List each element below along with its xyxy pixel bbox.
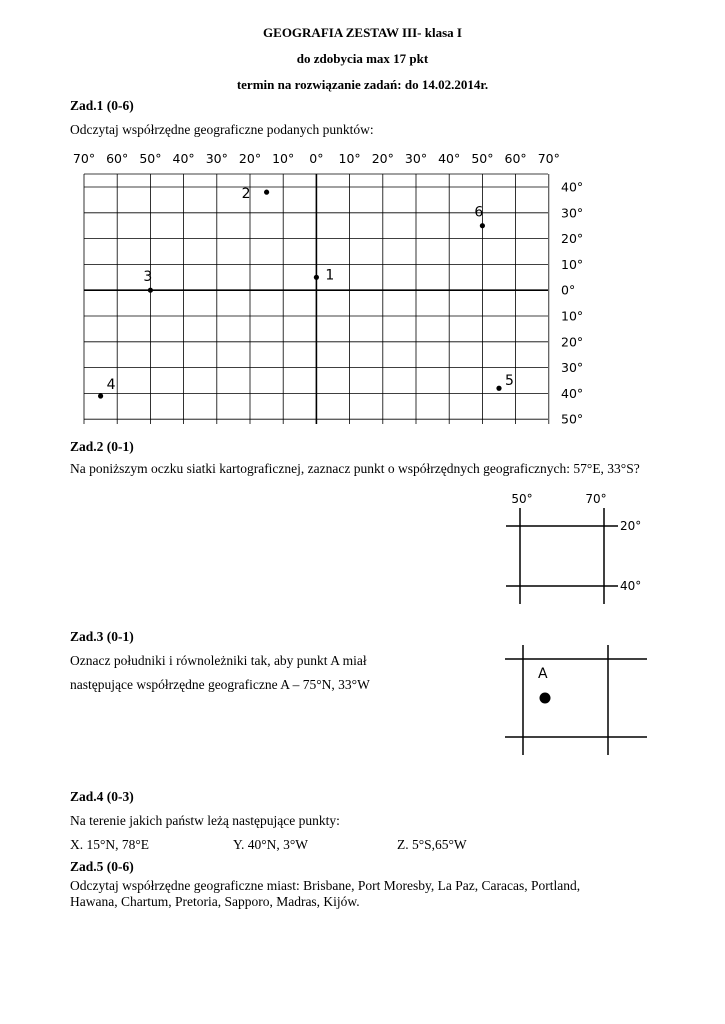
task4-text: Na terenie jakich państw leżą następujące punkty: [70, 813, 340, 828]
task3-line1: Oznacz południki i równoleżniki tak, aby punkt A miał [70, 653, 367, 668]
task1-heading: Zad.1 (0-6) [70, 98, 134, 113]
lat-label: 40° [561, 179, 584, 195]
point-label: 3 [143, 269, 153, 286]
lat-label: 0° [561, 282, 576, 298]
point-marker [98, 393, 103, 398]
deadline-info: termin na rozwiązanie zadań: do 14.02.2014r. [236, 77, 489, 92]
task2-text: Na poniższym oczku siatki kartograficznej, zaznacz punkt o współrzędnych geograficznych: 57°E, 33°S? [70, 461, 640, 476]
lon-label-50: 50° [511, 492, 533, 506]
task2-grid-cell [490, 488, 650, 608]
lat-label-40: 40° [620, 579, 642, 593]
lon-label: 30° [404, 151, 428, 166]
lon-label: 70° [537, 151, 560, 166]
lat-label: 30° [561, 205, 584, 221]
lon-label: 10° [272, 151, 295, 166]
lat-label: 50° [561, 411, 584, 427]
lat-label-20: 20° [620, 519, 642, 533]
lon-label: 40° [172, 151, 195, 166]
lon-label: 20° [238, 151, 262, 166]
lon-label: 60° [106, 151, 129, 166]
point-label: 1 [325, 267, 335, 284]
lat-label: 40° [561, 385, 584, 401]
lat-label: 20° [561, 334, 584, 350]
lat-label: 10° [561, 256, 584, 272]
task3-heading: Zad.3 (0-1) [70, 629, 134, 644]
lon-label: 10° [338, 151, 361, 166]
lat-label: 30° [561, 360, 584, 376]
task4-point-y: Y. 40°N, 3°W [233, 837, 309, 852]
task3-grid-cell [500, 645, 655, 757]
point-marker [496, 386, 501, 391]
map-points [98, 186, 514, 398]
lon-label: 20° [371, 151, 394, 166]
page-title: GEOGRAFIA ZESTAW III- klasa I [263, 25, 462, 40]
task3-line2: następujące współrzędne geograficzne A – 75°N, 33°W [70, 677, 370, 692]
point-a-label: A [538, 666, 548, 682]
task1-text: Odczytaj współrzędne geograficzne podanych punktów: [70, 122, 374, 137]
lat-label: 10° [561, 308, 584, 324]
point-marker [314, 275, 319, 280]
lon-label: 60° [504, 151, 527, 166]
points-info: do zdobycia max 17 pkt [296, 51, 429, 66]
task4-point-z: Z. 5°S,65°W [397, 837, 467, 852]
latitude-labels [561, 180, 583, 427]
point-label: 6 [474, 204, 484, 221]
lon-label: 50° [139, 151, 162, 166]
point-marker [148, 288, 153, 293]
lon-label: 40° [438, 151, 461, 166]
lon-label: 70° [72, 151, 96, 166]
point-label: 2 [241, 186, 251, 203]
point-a-marker [540, 693, 551, 704]
task5-line2: Hawana, Chartum, Pretoria, Sapporo, Madras, Kijów. [70, 894, 360, 909]
point-marker [264, 190, 269, 195]
lon-label: 50° [471, 151, 494, 166]
task5-line1: Odczytaj współrzędne geograficzne miast: Brisbane, Port Moresby, La Paz, Caracas, Portland, [70, 878, 581, 893]
lon-label: 0° [309, 151, 324, 166]
point-marker [480, 223, 485, 228]
lon-label: 30° [205, 151, 228, 166]
lon-label-70: 70° [585, 492, 607, 506]
task4-heading: Zad.4 (0-3) [70, 789, 134, 804]
lat-label: 20° [561, 231, 584, 247]
task2-heading: Zad.2 (0-1) [70, 439, 134, 454]
task5-heading: Zad.5 (0-6) [70, 859, 134, 874]
task1-grid-map [0, 0, 725, 440]
task4-point-x: X. 15°N, 78°E [70, 837, 150, 852]
longitude-labels [73, 151, 560, 166]
point-label: 5 [505, 373, 514, 390]
point-label: 4 [106, 376, 116, 393]
